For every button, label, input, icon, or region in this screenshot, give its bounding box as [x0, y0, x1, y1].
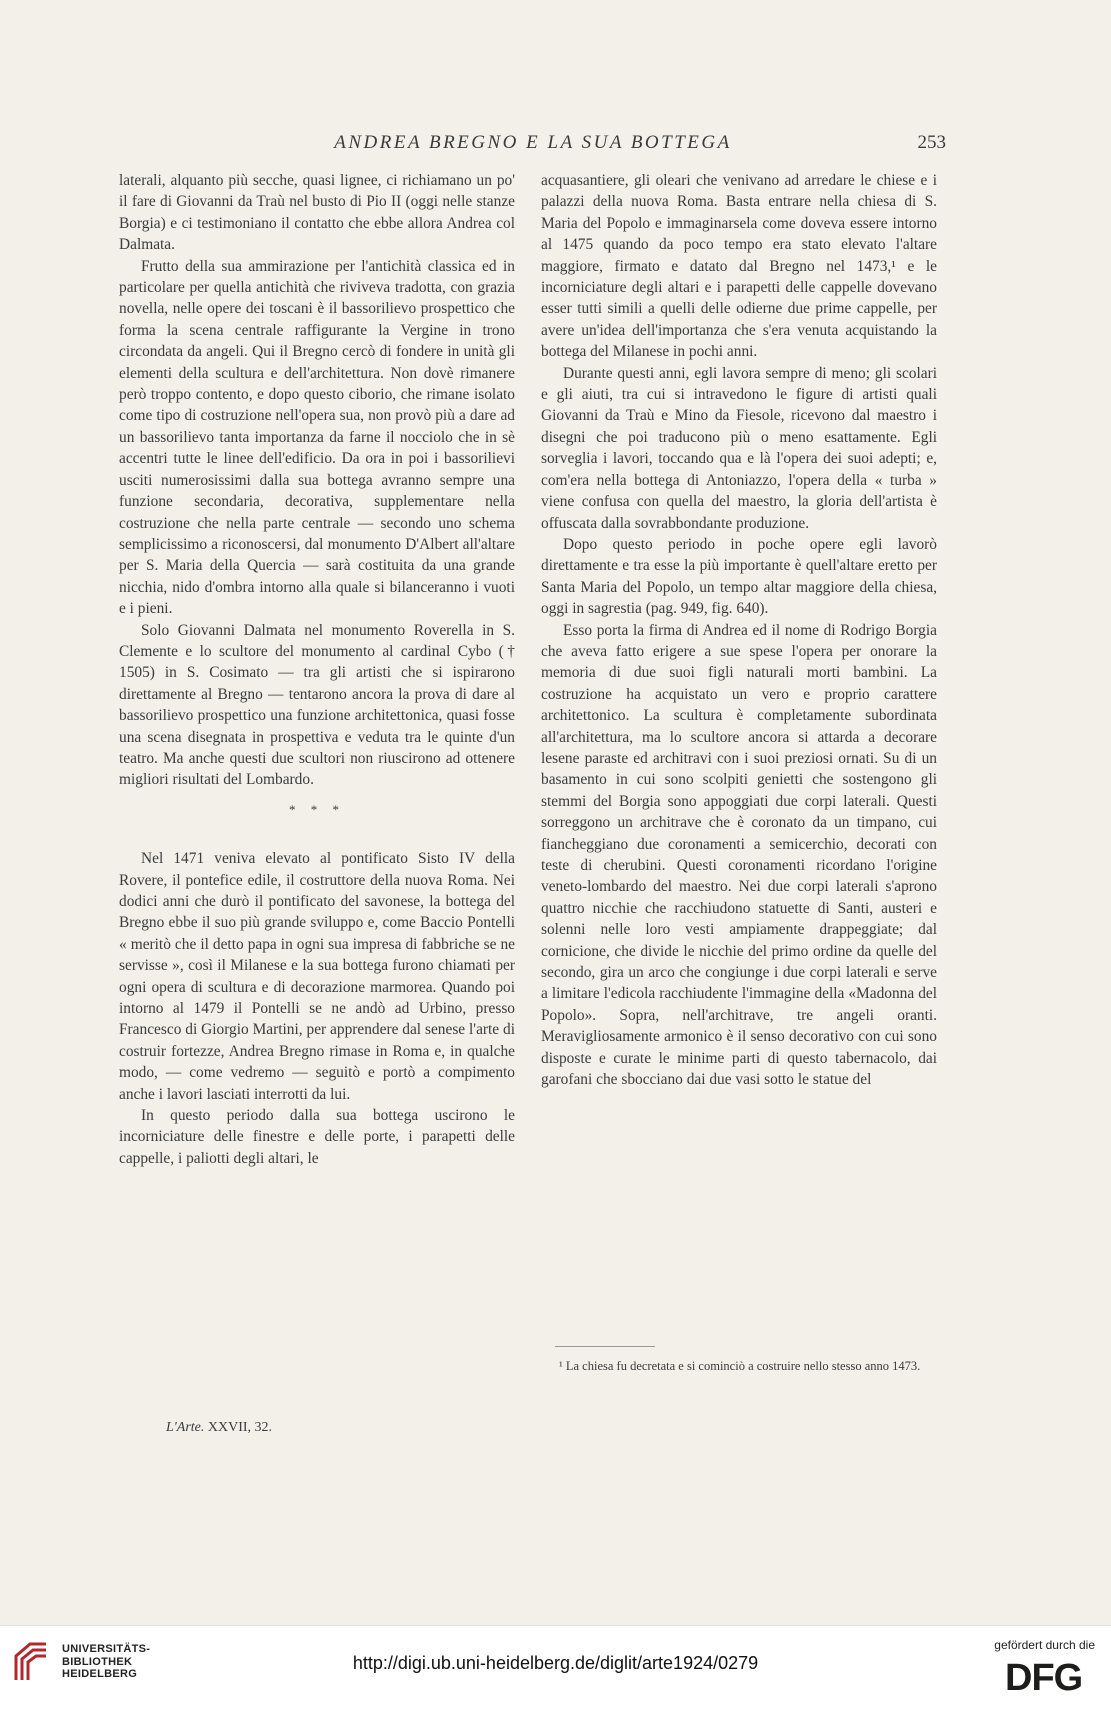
running-title: ANDREA BREGNO E LA SUA BOTTEGA — [334, 132, 732, 153]
right-paragraph-3: Dopo questo periodo in poche opere egli lavorò direttamente e tra esse la più importante è quell'altare eretto per Santa Maria del Popolo, un tempo altar maggiore della chiesa, oggi in sagrestia (pag. 949, fig. 640). — [541, 535, 937, 618]
dfg-logo-text: DFG — [1005, 1658, 1083, 1694]
funded-by-caption: gefördert durch die — [994, 1638, 1095, 1652]
library-name-line-2: BIBLIOTHEK — [62, 1655, 133, 1668]
right-paragraph-2: Durante questi anni, egli lavora sempre di meno; gli scolari e gli aiuti, tra cui si intravedono le figure di artisti quali Giovanni da Traù e Mino da Fiesole, ricevono dal maestro i disegni che poi traducono più o meno esattamente. Egli sorveglia i lavori, toccando qua e là l'opera dei suoi adepti; e, com'era nella bottega di Antoniazzo, l'opera della « turba » viene confusa con quella del maestro, la gloria dell'artista è offuscata dalla sovrabbondante produzione. — [541, 364, 937, 532]
dfg-logo-icon[interactable] — [1005, 1658, 1091, 1694]
left-paragraph-3: Solo Giovanni Dalmata nel monumento Roverella in S. Clemente e lo scultore del monumento al cardinal Cybo († 1505) in S. Cosimato — tra gli artisti che si ispirarono direttamente al Bregno — tentarono ancora la prova di dare al bassorilievo prospettico una funzione architettonica, quasi fosse una scena disegnata in prospettiva e veduta tra le quinte d'un teatro. Ma anche questi due scultori non riuscirono ad ottenere migliori risultati del Lombardo. — [119, 621, 515, 789]
left-column — [119, 170, 515, 1169]
journal-volume: XXVII, 32. — [207, 1420, 273, 1435]
library-name-line-1: UNIVERSITÄTS- — [62, 1643, 151, 1655]
page-header — [120, 132, 946, 162]
journal-signature — [166, 1420, 272, 1436]
digitization-footer — [0, 1625, 1111, 1713]
left-paragraph-1: laterali, alquanto più secche, quasi lignee, ci richiamano un po' il fare di Giovanni da Traù nel busto di Pio II (oggi nelle stanze Borgia) e ci testimoniano il contatto che ebbe allora Andrea col Dalmata. — [119, 172, 515, 254]
right-column — [541, 170, 937, 1090]
left-paragraph-2: Frutto della sua ammirazione per l'antichità classica ed in particolare per quella antichità che riviveva tradotta, con grazia novella, nelle opere dei toscani è il bassorilievo prospettico che forma la scena centrale raffigurante la Vergine in trono circondata da angeli. Qui il Bregno cercò di fondere in unità gli elementi della scultura e dell'architettura. Non dovè rimanere però troppo contento, e dopo questo ciborio, che rimane isolato come tipo di costruzione nell'opera sua, non provò più a dare ad un bassorilievo tanta importanza da farne il nocciolo che in sè accentri tutte le linee dell'edificio. Da ora in poi i bassorilievi usciti numerosissimi dalla sua bottega avranno sempre una funzione secondaria, decorativa, supplementare nella costruzione che nella parte centrale — secondo uno schema semplicissimo a riconoscersi, dal monumento D'Albert all'altare per S. Maria della Quercia — sarà costituita da una grande nicchia, nido d'ombra intorno alla quale si bilanceranno i vuoti e i pieni. — [119, 257, 515, 618]
library-name-line-3: HEIDELBERG — [62, 1668, 138, 1680]
footnote-rule — [555, 1346, 655, 1347]
source-url-link[interactable]: http://digi.ub.uni-heidelberg.de/diglit/arte1924/0279 — [352, 1653, 759, 1673]
right-paragraph-4: Esso porta la firma di Andrea ed il nome di Rodrigo Borgia che aveva fatto erigere a sue spese l'opera per onorare la memoria di due suoi figli naturali morti bambini. La costruzione ha acquistato un vero e proprio carattere architettonico. La scultura è completamente subordinata all'architettura, ma lo scultore ancora si attarda a decorare lesene paraste ed architravi con i suoi preziosi ornati. Su di un basamento in cui sono scolpiti genietti che sostengono gli stemmi del Borgia sono appoggiati due corpi laterali. Questi sorreggono un architrave che è coronato da un timpano, cui fiancheggiano due coronamenti a semicerchio, decorati con teste di cherubini. Questi coronamenti ricordano l'origine veneto-lombardo del maestro. Nei due corpi laterali s'aprono quattro nicchie che racchiudono statuette di Santi, austeri e solenni nelle loro vesti ampiamente drappeggiate; dal cornicione, che divide le nicchie del primo ordine da quelle del secondo, gira un arco che congiunge i due corpi laterali e serve a limitare l'edicola racchiudente l'immagine della «Madonna del Popolo». Sopra, nell'architrave, tre angeli oranti. Meravigliosamente armonico è il senso decorativo con cui sono disposte e curate le minime parti di questo tabernacolo, dai garofani che sbocciano dai due vasi sotto le statue del — [541, 621, 937, 1089]
right-paragraph-1: acquasantiere, gli oleari che venivano ad arredare le chiese e i palazzi della nuova Roma. Basta entrare nella chiesa di S. Maria del Popolo e immaginarsela come doveva essere intorno al 1475 quando da poco tempo era stato elevato l'altare maggiore, firmato e datato dal Bregno nel 1473,¹ e le incorniciature degli altari e i parapetti delle cappelle dovevano esser tutti simili a quelli delle odierne due prime cappelle, per avere un'idea dell'importanza che s'era venuta acquistando la bottega del Milanese in pochi anni. — [541, 172, 937, 361]
left-paragraph-4: Nel 1471 veniva elevato al pontificato Sisto IV della Rovere, il pontefice edile, il costruttore della nuova Roma. Nei dodici anni che durò il pontificato del savonese, la bottega del Bregno ebbe il suo più grande sviluppo e, come Baccio Pontelli « meritò che il detto papa in ogni sua impresa di fabbriche se ne servisse », così il Milanese e la sua bottega furono chiamati per ogni opera di scultura e di decorazione marmorea. Quando poi intorno al 1479 il Pontelli se ne andò ad Urbino, presso Francesco di Giorgio Martini, per apprendere dal senese l'arte di costruir fortezze, Andrea Bregno rimase in Roma e, in qualche modo, — come vedremo — seguitò e portò a compimento anche i lavori lasciati interrotti da lui. — [119, 850, 515, 1103]
footnote: ¹ La chiesa fu decretata e si cominciò a costruire nello stesso anno 1473. — [559, 1359, 921, 1373]
page-number: 253 — [917, 132, 946, 153]
left-paragraph-5: In questo periodo dalla sua bottega uscirono le incorniciature delle finestre e delle porte, i parapetti delle cappelle, i paliotti degli altari, le — [119, 1107, 515, 1167]
section-divider-asterisks: * * * — [289, 801, 345, 817]
journal-name: L'Arte. — [166, 1420, 205, 1435]
